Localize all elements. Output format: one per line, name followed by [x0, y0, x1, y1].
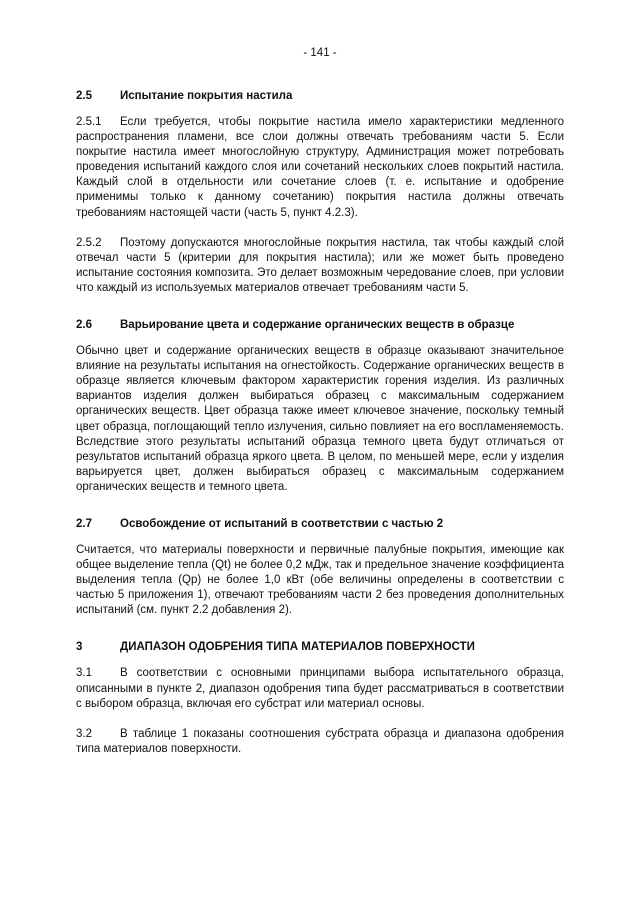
page-number: - 141 - [303, 47, 337, 59]
paragraph-text: Обычно цвет и содержание органических веществ в образце оказывают значительное влияние на результаты испытания на огнестойкость. Содержание органических веществ в образце является ключевым фактором характеристик горения изделия. Из различных вариантов изделия должен выбираться образец с максимальным содержанием органических веществ. Цвет образца также имеет ключевое значение, поскольку темный цвет образца, поглощающий тепло излучения, сильно повлияет на его воспламеняемость. Вследствие этого результаты испытаний образца темного цвета будут отличаться от результатов испытаний образца яркого цвета. В целом, по меньшей мере, если у изделия варьируется цвет, должен выбираться образец с максимальным содержанием органических веществ и темного цвета. [76, 345, 564, 493]
paragraph-number: 2.5.1 [76, 116, 102, 128]
section-number: 2.5 [76, 90, 92, 102]
paragraph-text: В соответствии с основными принципами выбора испытательного образца, описанными в пункте 2, диапазон одобрения типа будет рассматриваться в соответствии с выбором образца, включая его субстрат или материал основы. [76, 667, 564, 710]
paragraph-2-7 [76, 543, 564, 618]
paragraph-number: 2.5.2 [76, 236, 102, 249]
paragraph-text: Если требуется, чтобы покрытие настила имело характеристики медленного распространения пламени, все слои должны отвечать требованиям части 5. Если покрытие настила имеет многослойную структуру, Администрация может потребовать проведения испытаний каждого слоя или сочетаний нескольких слоев покрытий настила. Каждый слой в отдельности или сочетание слоев (т. е. испытание и одобрение применимы только к данному сочетанию) покрытия настила должны отвечать требованиям настоящей части (часть 5, пункт 4.2.3). [76, 116, 564, 219]
paragraph-2-5-1 [76, 115, 564, 221]
section-heading-3 [76, 640, 564, 654]
paragraph-text: Поэтому допускаются многослойные покрытия настила, так чтобы каждый слой отвечал части 5 (критерии для покрытия настила); или же может быть проведено испытание состояния композита. Это делает возможным чередование слоев, при условии что каждый из используемых материалов отвечает требованиям части 5. [76, 236, 564, 294]
paragraph-3-2 [76, 727, 564, 757]
paragraph-text: В таблице 1 показаны соотношения субстрата образца и диапазона одобрения типа материалов поверхности. [76, 727, 564, 755]
section-number: 2.6 [76, 319, 92, 332]
section-heading-2-5 [76, 89, 564, 103]
section-title: ДИАПАЗОН ОДОБРЕНИЯ ТИПА МАТЕРИАЛОВ ПОВЕРХНОСТИ [120, 641, 475, 654]
paragraph-2-5-2 [76, 236, 564, 296]
paragraph-2-6 [76, 344, 564, 495]
section-title: Освобождение от испытаний в соответствии с частью 2 [120, 517, 444, 530]
paragraph-number: 3.1 [76, 667, 92, 680]
paragraph-3-1 [76, 666, 564, 711]
section-heading-2-7 [76, 517, 564, 531]
section-heading-2-6 [76, 318, 564, 332]
section-title: Варьирование цвета и содержание органических веществ в образце [120, 319, 515, 332]
section-number: 3 [76, 641, 83, 654]
paragraph-text: Считается, что материалы поверхности и первичные палубные покрытия, имеющие как общее выделение тепла (Qt) не более 0,2 мДж, так и предельное значение коэффициента выделения тепла (Qp) не более 1,0 кВт (обе величины определены в соответствии с частью 5 приложения 1), отвечают требованиям части 2 без проведения дополнительных испытаний (см. пункт 2.2 добавления 2). [76, 543, 564, 617]
section-number: 2.7 [76, 517, 92, 530]
paragraph-number: 3.2 [76, 727, 92, 740]
section-title: Испытание покрытия настила [120, 90, 293, 102]
